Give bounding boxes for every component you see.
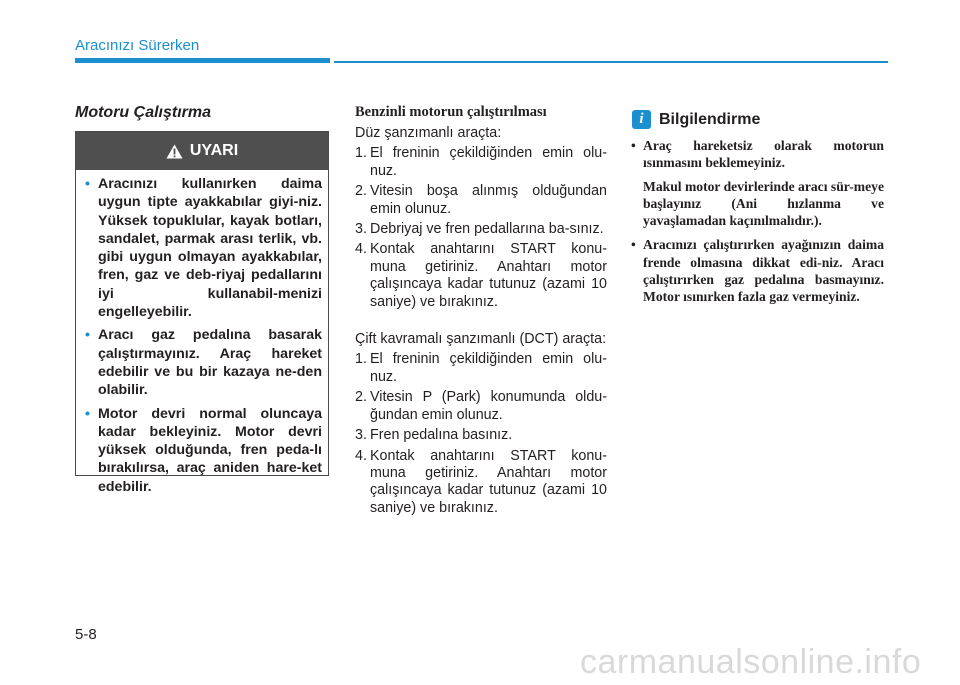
- bullet-icon: •: [631, 138, 636, 153]
- warning-list: [85, 175, 322, 501]
- bullet-icon: •: [85, 405, 90, 422]
- step-text: Fren pedalına basınız.: [370, 427, 513, 444]
- info-icon: i: [632, 110, 651, 129]
- step-number: 1.: [355, 145, 367, 162]
- step-number: 2.: [355, 389, 367, 406]
- list-item: [355, 389, 607, 424]
- warning-item: [85, 326, 322, 399]
- step-text: Vitesin boşa alınmış olduğundan emin olunuz.: [370, 183, 607, 217]
- warning-item-text: Aracınızı kullanırken daima uygun tipte ayakkabılar giyi-niz. Yüksek topuklular, kayak botları, sandalet, parmak arası terlik, vb. gibi uygun olmayan ayakkabılar, fren, gaz ve deb-riyaj pedallarını iyi kullanabil-menizi engelleyebilir.: [98, 176, 322, 321]
- warning-item: [85, 405, 322, 496]
- step-number: 1.: [355, 351, 367, 368]
- info-item-text: Aracınızı çalıştırırken ayağınızın daima frende olmasına dikkat edi-niz. Aracı çalıştırırken gaz pedalına basmayınız. Motor ısınırken fazla gaz vermeyiniz.: [643, 237, 884, 305]
- list-item: [355, 221, 607, 238]
- info-item: [631, 137, 884, 229]
- step-number: 4.: [355, 241, 367, 258]
- manual-steps-list: [355, 145, 607, 311]
- info-item: [631, 236, 884, 305]
- info-item-text: Araç hareketsiz olarak motorun ısınmasını beklemeyiniz.: [643, 138, 884, 171]
- watermark: carmanualsonline.info: [580, 643, 922, 681]
- page-number: 5-8: [75, 626, 97, 643]
- list-item: [355, 241, 607, 311]
- info-header: [632, 110, 760, 129]
- bullet-icon: •: [85, 176, 90, 192]
- step-number: 3.: [355, 427, 367, 444]
- list-item: [355, 351, 607, 386]
- section-header-title: Aracınızı Sürerken: [75, 37, 200, 54]
- list-item: [355, 183, 607, 218]
- step-text: Vitesin P (Park) konumunda oldu-ğundan emin olunuz.: [370, 389, 607, 423]
- step-text: El freninin çekildiğinden emin olu-nuz.: [370, 145, 607, 179]
- warning-item: [85, 175, 322, 321]
- step-text: Kontak anahtarını START konu-muna getiriniz. Anahtarı motor çalışıncaya kadar tutunuz (azami 10 saniye) ve bırakınız.: [370, 241, 607, 310]
- gasoline-start-section: [355, 104, 607, 520]
- header-rule-thin: [334, 61, 888, 63]
- step-text: El freninin çekildiğinden emin olu-nuz.: [370, 351, 607, 385]
- info-title: Bilgilendirme: [659, 110, 761, 128]
- info-body: [631, 137, 884, 313]
- step-number: 3.: [355, 221, 367, 238]
- list-item: [355, 427, 607, 444]
- step-number: 2.: [355, 183, 367, 200]
- warning-triangle-icon: [166, 144, 183, 159]
- warning-item-text: Motor devri normal oluncaya kadar bekleyiniz. Motor devri yüksek olduğunda, fren peda-lı bırakılırsa, araç aniden hare-ket edebilir.: [98, 405, 322, 495]
- list-item: [355, 448, 607, 518]
- warning-title: UYARI: [189, 142, 239, 159]
- dct-steps-list: [355, 351, 607, 517]
- bullet-icon: •: [631, 237, 636, 253]
- gasoline-heading: Benzinli motorun çalıştırılması: [355, 104, 547, 120]
- page-title: Motoru Çalıştırma: [75, 104, 212, 121]
- step-text: Kontak anahtarını START konu-muna getiriniz. Anahtarı motor çalışıncaya kadar tutunuz (azami 10 saniye) ve bırakınız.: [370, 447, 607, 516]
- header-rule-thick: [75, 58, 330, 63]
- manual-intro: Düz şanzımanlı araçta:: [355, 125, 502, 141]
- warning-header: [76, 132, 328, 170]
- info-item-subtext: Makul motor devirlerinde aracı sür-meye başlayınız (Ani hızlanma ve yavaşlamadan kaçınılmalıdır.).: [643, 178, 884, 229]
- list-item: [355, 145, 607, 180]
- warning-box: [75, 131, 329, 495]
- step-number: 4.: [355, 447, 367, 464]
- bullet-icon: •: [85, 327, 90, 344]
- warning-item-text: Aracı gaz pedalına basarak çalıştırmayınız. Araç hareket edebilir ve bu bir kazaya ne-den olabilir.: [98, 327, 322, 399]
- dct-intro: Çift kavramalı şanzımanlı (DCT) araçta:: [355, 331, 607, 348]
- step-text: Debriyaj ve fren pedallarına ba-sınız.: [370, 221, 604, 238]
